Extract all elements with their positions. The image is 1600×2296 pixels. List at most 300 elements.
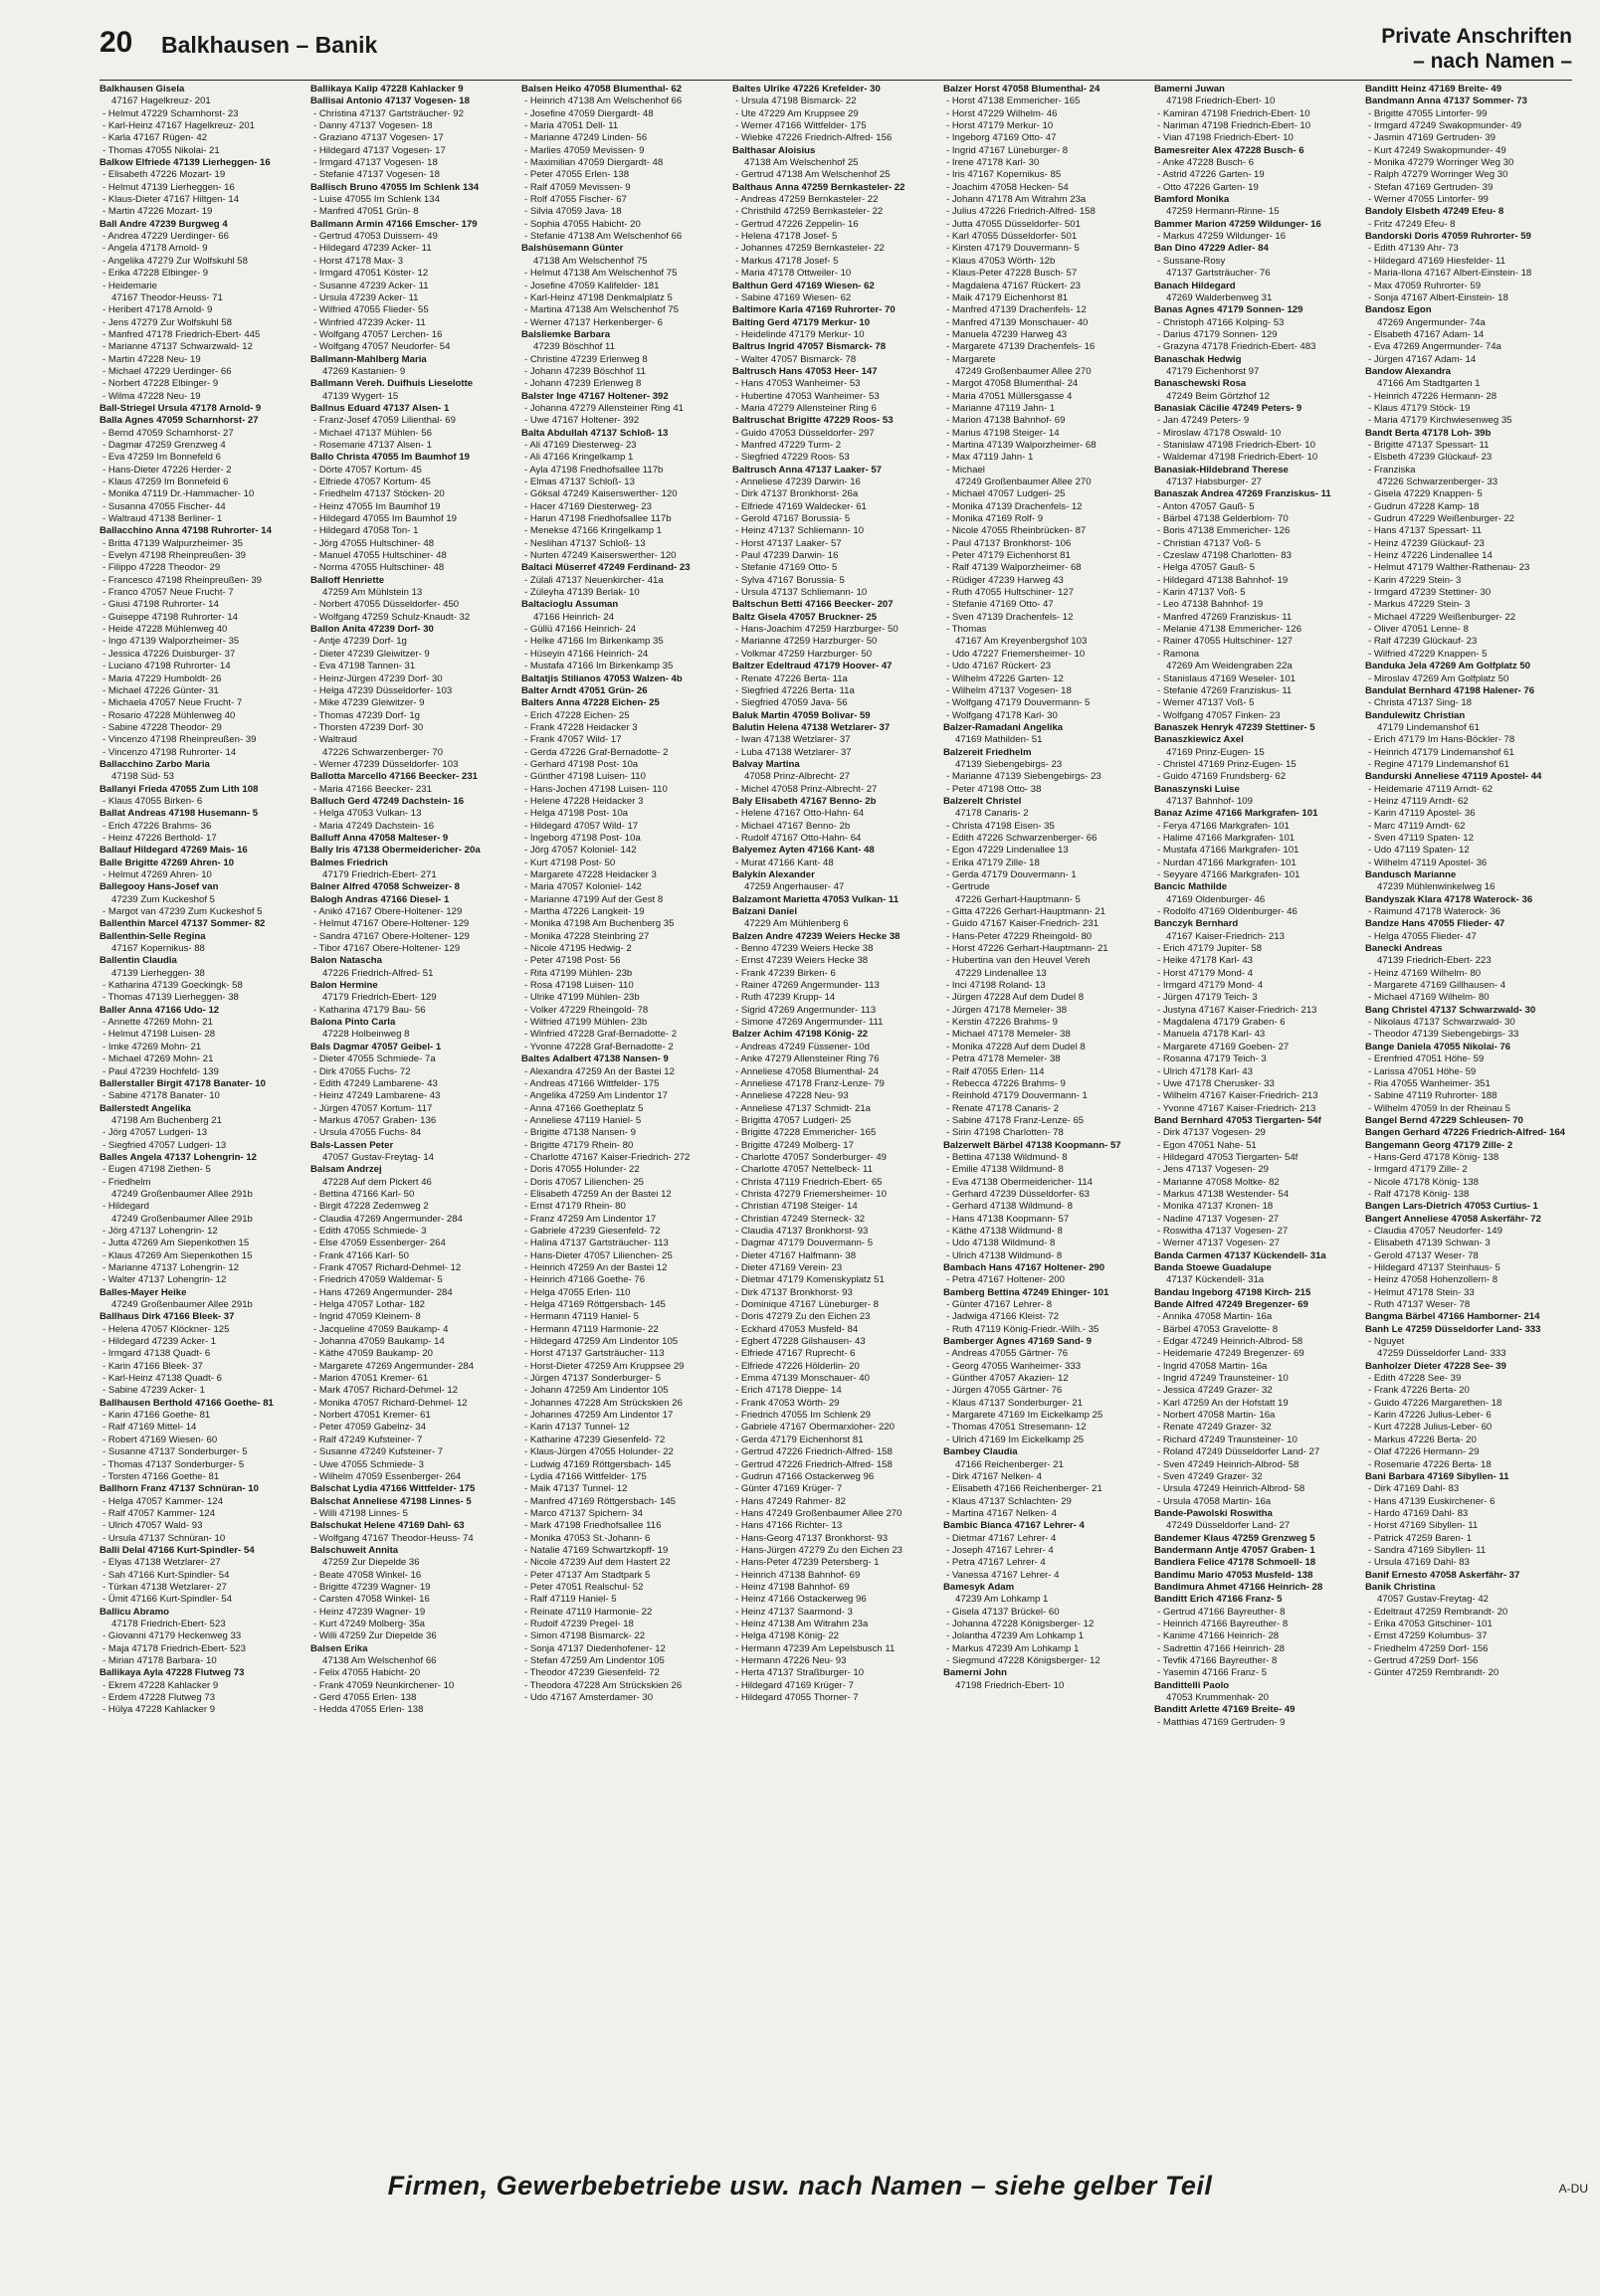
entry-line: - Ursula 47055 Fuchs- 84 — [313, 1127, 422, 1139]
entry-line: - Johann 47259 Am Lindentor 105 — [524, 1385, 669, 1397]
entry-line: - Ruth 47055 Hultschiner- 127 — [946, 587, 1074, 599]
entry-line: - Fritz 47249 Efeu- 8 — [1368, 218, 1456, 230]
entry-line: - Kurt 47228 Julius-Leber- 60 — [1368, 1422, 1493, 1434]
entry-line: - Jolantha 47239 Am Lohkamp 1 — [946, 1630, 1085, 1642]
entry-surname: Ballacchino Zarbo Maria — [100, 758, 210, 770]
entry-line: 47167 Am Kreyenbergshof 103 — [955, 636, 1088, 648]
entry-surname: Baltes Adalbert 47138 Nansen- 9 — [521, 1053, 669, 1065]
entry-line: - Christian 47249 Sterneck- 32 — [735, 1213, 866, 1225]
entry-line: - Dominique 47167 Lüneburger- 8 — [735, 1299, 879, 1311]
entry-surname: Baltaci Müserref 47249 Ferdinand- 23 — [521, 562, 691, 574]
entry-surname: Ballhaus Dirk 47166 Bleek- 37 — [100, 1311, 235, 1323]
entry-line: - Maria 47051 Dell- 11 — [524, 120, 619, 132]
entry-line: - Hans-Peter 47239 Petersberg- 1 — [735, 1557, 880, 1569]
entry-line: - Heinrich 47166 Bayreuther- 8 — [1157, 1618, 1289, 1629]
entry-line: - Siegfried 47226 Berta- 11a — [735, 684, 855, 696]
entry-line: - Karl 47055 Düsseldorfer- 501 — [946, 231, 1078, 243]
entry-line: - Ümit 47166 Kurt-Spindler- 54 — [102, 1594, 233, 1606]
entry-line: - Sabine 47228 Theodor- 29 — [102, 721, 222, 733]
entry-line: 47139 Wygert- 15 — [322, 390, 399, 402]
entry-surname: Bals-Lassen Peter — [310, 1139, 394, 1151]
entry-line: - Siegmund 47228 Königsberger- 12 — [946, 1655, 1100, 1666]
entry-line: - Helmut 47179 Walther-Rathenau- 23 — [1368, 562, 1530, 574]
entry-surname: Balli Delal 47166 Kurt-Spindler- 54 — [100, 1544, 255, 1556]
entry-line: - Helga 47198 Post- 10a — [524, 808, 628, 820]
entry-line: - Rita 47199 Mühlen- 23b — [524, 967, 633, 979]
entry-surname: Bandmann Anna 47137 Sommer- 73 — [1365, 96, 1527, 107]
entry-line: - Sven 47139 Drachenfels- 12 — [946, 611, 1074, 623]
entry-surname: Ballenthin-Selle Regina — [100, 930, 206, 942]
entry-line: - Anton 47057 Gauß- 5 — [1157, 500, 1255, 512]
entry-surname: Banczyk Bernhard — [1154, 918, 1239, 930]
entry-line: - Harun 47198 Friedhofsallee 117b — [524, 513, 672, 525]
entry-line: - Jan 47249 Peters- 9 — [1157, 415, 1250, 427]
entry-line: - Andreas 47249 Füssener- 10d — [735, 1041, 870, 1052]
entry-line: - Ursula 47137 Schliemann- 10 — [735, 587, 868, 599]
entry-line: - Gerda 47226 Graf-Bernadotte- 2 — [524, 746, 669, 758]
entry-surname: Balvay Martina — [732, 758, 800, 770]
entry-line: - Anna 47166 Goetheplatz 5 — [524, 1102, 644, 1114]
entry-surname: Bandusch Marianne — [1365, 869, 1457, 880]
entry-line: - Wilfried 47199 Mühlen- 23b — [524, 1017, 648, 1029]
entry-line: - Hildegard 47057 Wild- 17 — [524, 820, 639, 832]
entry-line: - Wolfgang 47178 Karl- 30 — [946, 709, 1058, 721]
entry-line: - Irmgard 47137 Vogesen- 18 — [313, 157, 438, 169]
entry-surname: Balkow Elfriede 47139 Lierheggen- 16 — [100, 157, 271, 169]
entry-line: - Eva 47269 Angermunder- 74a — [1368, 341, 1501, 353]
entry-line: - Andreas 47259 Bernkasteler- 22 — [735, 194, 879, 206]
entry-line: - Waldemar 47198 Friedrich-Ebert- 10 — [1157, 452, 1318, 464]
entry-line: - Udo 47227 Friemersheimer- 10 — [946, 648, 1086, 660]
entry-line: - Angelika 47279 Zur Wolfskuhl 58 — [102, 255, 248, 267]
entry-surname: Bambey Claudia — [943, 1446, 1018, 1458]
entry-line: - Marianne 47199 Auf der Gest 8 — [524, 893, 664, 905]
entry-line: - Stefanie 47269 Franziskus- 11 — [1157, 684, 1293, 696]
entry-surname: Bandyszak Klara 47178 Waterock- 36 — [1365, 893, 1533, 905]
entry-line: - Hans 47249 Großenbaumer Allee 270 — [735, 1507, 902, 1519]
entry-line: - Hedda 47055 Erlen- 138 — [313, 1704, 424, 1716]
entry-line: - Peter 47198 Post- 56 — [524, 955, 621, 967]
entry-line: - Petra 47167 Holtener- 200 — [946, 1274, 1065, 1286]
entry-surname: Ballanyi Frieda 47055 Zum Lith 108 — [100, 783, 259, 795]
entry-line: - Wolfgang 47057 Lerchen- 16 — [313, 328, 443, 340]
entry-line: - Charlotte 47057 Nettelbeck- 11 — [735, 1164, 873, 1176]
entry-line: 47249 Großenbaumer Allee 291b — [111, 1299, 253, 1311]
entry-line: - Ursula 47058 Martin- 16a — [1157, 1495, 1272, 1507]
entry-line: - Ludwig 47169 Röttgersbach- 145 — [524, 1458, 672, 1470]
entry-line: - Michael — [946, 464, 985, 476]
entry-line: - Marianne 47058 Moltke- 82 — [1157, 1176, 1280, 1188]
entry-line: - Christoph 47166 Kolping- 53 — [1157, 316, 1285, 328]
entry-line: - Mark 47057 Richard-Dehmel- 12 — [313, 1385, 459, 1397]
entry-line: - Erika 47053 Gitschiner- 101 — [1368, 1618, 1493, 1629]
entry-surname: Bangen Gerhard 47226 Friedrich-Alfred- 164 — [1365, 1127, 1566, 1139]
entry-line: - Peter 47179 Eichenhorst 81 — [946, 550, 1071, 562]
entry-line: - Herta 47137 Straßburger- 10 — [735, 1667, 865, 1679]
entry-line: - Türkan 47138 Wetzlarer- 27 — [102, 1581, 227, 1593]
entry-line: - Johannes 47259 Am Lindentor 17 — [524, 1410, 674, 1422]
entry-line: - Willi 47198 Linnes- 5 — [313, 1507, 408, 1519]
entry-line: - Christina 47137 Gartsträucher- 92 — [313, 107, 464, 119]
entry-line: - Elsabeth 47167 Adam- 14 — [1368, 328, 1485, 340]
entry-line: - Renate 47226 Berta- 11a — [735, 672, 848, 684]
entry-line: - Heinrich 47166 Goethe- 76 — [524, 1274, 646, 1286]
entry-line: - Roland 47249 Düsseldorfer Land- 27 — [1157, 1446, 1320, 1458]
entry-line: - Helmut 47167 Obere-Holtener- 129 — [313, 918, 470, 930]
entry-line: - Paul 47239 Darwin- 16 — [735, 550, 839, 562]
entry-line: - Monika 47119 Dr.-Hammacher- 10 — [102, 488, 255, 500]
entry-line: - Felix 47055 Habicht- 20 — [313, 1667, 421, 1679]
entry-line: - Maria 47229 Humboldt- 26 — [102, 672, 222, 684]
entry-line: - Karla 47167 Rügen- 42 — [102, 132, 208, 144]
entry-line: - Erich 47179 Im Hans-Böckler- 78 — [1368, 734, 1515, 746]
entry-line: - Günther 47057 Akazien- 12 — [946, 1373, 1069, 1385]
entry-line: - Helga 47239 Düsseldorfer- 103 — [313, 684, 453, 696]
entry-surname: Ban Dino 47229 Adler- 84 — [1154, 243, 1269, 255]
entry-surname: Banholzer Dieter 47228 See- 39 — [1365, 1360, 1506, 1372]
entry-line: - Heinz 47166 Ostackerweg 96 — [735, 1594, 867, 1606]
entry-line: - Johannes 47228 Am Strückskien 26 — [524, 1397, 683, 1409]
entry-line: - Werner 47137 Voß- 5 — [1157, 697, 1255, 709]
entry-surname: Balzamont Marietta 47053 Vulkan- 11 — [732, 893, 900, 905]
entry-line: - Peter 47055 Erlen- 138 — [524, 169, 630, 181]
entry-line: - Luise 47055 Im Schlenk 134 — [313, 194, 440, 206]
entry-line: - Guido 47167 Kaiser-Friedrich- 231 — [946, 918, 1100, 930]
entry-line: - Dagmar 47259 Grenzweg 4 — [102, 439, 226, 451]
entry-surname: Balutin Helena 47138 Wetzlarer- 37 — [732, 721, 891, 733]
entry-line: - Anneliese 47119 Haniel- 5 — [524, 1114, 642, 1126]
entry-line: - Hildegard 47239 Acker- 11 — [313, 243, 432, 255]
entry-line: - Heinz 47119 Arndt- 62 — [1368, 795, 1469, 807]
entry-line: - Georg 47055 Wanheimer- 333 — [946, 1360, 1082, 1372]
entry-line: - Frank 47228 Heidacker 3 — [524, 721, 638, 733]
entry-line: - Heinz 47055 Im Baumhof 19 — [313, 500, 441, 512]
entry-line: 47259 Angerhauser- 47 — [744, 881, 845, 893]
entry-surname: Balzereit Friedhelm — [943, 746, 1032, 758]
entry-line: - Yvonne 47167 Kaiser-Friedrich- 213 — [1157, 1102, 1316, 1114]
entry-line: - Karin 47166 Bleek- 37 — [102, 1360, 203, 1372]
entry-line: - Stefanie 47169 Otto- 47 — [946, 599, 1054, 611]
listing-column-3 — [521, 84, 728, 2159]
entry-surname: Banaszkiewicz Axel — [1154, 734, 1244, 746]
entry-line: - Marianne 47249 Linden- 56 — [524, 132, 648, 144]
entry-line: - Marius 47198 Steiger- 14 — [946, 427, 1060, 439]
entry-line: - Jürgen 47137 Sonderburger- 5 — [524, 1373, 662, 1385]
entry-line: - Franco 47057 Neue Frucht- 7 — [102, 587, 234, 599]
entry-line: - Margarete 47139 Drachenfels- 16 — [946, 341, 1096, 353]
entry-surname: Balzer Horst 47058 Blumenthal- 24 — [943, 84, 1100, 95]
entry-surname: Bamberg Bettina 47249 Ehinger- 101 — [943, 1286, 1109, 1298]
entry-line: - Peter 47051 Realschul- 52 — [524, 1581, 644, 1593]
entry-line: - Nurten 47249 Kaiserswerther- 120 — [524, 550, 677, 562]
header-rule — [100, 80, 1572, 81]
entry-line: - Elmas 47137 Schloß- 13 — [524, 477, 635, 487]
entry-line: - Ingrid 47059 Kleinem- 8 — [313, 1311, 421, 1323]
entry-line: - Ralf 47055 Erlen- 114 — [946, 1065, 1045, 1077]
entry-line: - Wilhelm 47059 In der Rheinau 5 — [1368, 1102, 1510, 1114]
entry-line: - Frank 47059 Neunkirchener- 10 — [313, 1679, 455, 1691]
entry-line: - Marianne 47119 Jahn- 1 — [946, 402, 1056, 414]
entry-surname: Balmes Friedrich — [310, 857, 388, 868]
entry-line: - Erich 47226 Brahms- 36 — [102, 820, 212, 832]
entry-line: 47179 Friedrich-Ebert- 271 — [322, 869, 437, 880]
entry-line: 47249 Großenbaumer Allee 270 — [955, 477, 1092, 487]
entry-line: - Manfred 47139 Drachenfels- 12 — [946, 304, 1087, 316]
entry-line: - Birgit 47228 Zedernweg 2 — [313, 1201, 429, 1213]
entry-line: - Mark 47198 Friedhofsallee 116 — [524, 1520, 662, 1532]
entry-line: - Martha 47226 Langkeit- 19 — [524, 906, 645, 918]
entry-line: - Jürgen 47179 Teich- 3 — [1157, 992, 1258, 1004]
entry-line: - Annika 47058 Martin- 16a — [1157, 1311, 1273, 1323]
entry-surname: Banecki Andreas — [1365, 943, 1443, 955]
entry-line: - Maria 47179 Kirchwiesenweg 35 — [1368, 415, 1512, 427]
entry-surname: Band Bernhard 47053 Tiergarten- 54f — [1154, 1114, 1321, 1126]
entry-line: - Christa 47137 Sing- 18 — [1368, 697, 1472, 709]
entry-line: - Giovanni 47179 Heckenweg 33 — [102, 1630, 242, 1642]
entry-line: - Ursula 47198 Bismarck- 22 — [735, 96, 857, 107]
entry-line: - Doris 47055 Holunder- 22 — [524, 1164, 640, 1176]
entry-surname: Ball Andre 47239 Burgweg 4 — [100, 218, 228, 230]
entry-line: - Rosa 47198 Luisen- 110 — [524, 980, 634, 992]
entry-line: - Frank 47166 Karl- 50 — [313, 1249, 409, 1261]
entry-surname: Banditt Heinz 47169 Breite- 49 — [1365, 84, 1502, 95]
entry-line: - Ulrich 47138 Wildmund- 8 — [946, 1249, 1063, 1261]
entry-line: - Peter 47198 Otto- 38 — [946, 783, 1042, 795]
entry-surname: Baluk Martin 47059 Bolivar- 59 — [732, 709, 871, 721]
entry-line: - Edgar 47249 Heinrich-Albrod- 58 — [1157, 1336, 1303, 1348]
entry-line: - Helga 47055 Flieder- 47 — [1368, 930, 1477, 942]
entry-line: - Kurt 47249 Molberg- 35a — [313, 1618, 425, 1629]
entry-line: - Ursula 47239 Acker- 11 — [313, 291, 419, 303]
entry-line: - Göksal 47249 Kaiserswerther- 120 — [524, 488, 678, 500]
entry-line: - Helmut 47138 Am Welschenhof 75 — [524, 268, 678, 280]
entry-line: - Jürgen 47178 Memeler- 38 — [946, 1004, 1068, 1016]
entry-surname: Ballauf Hildegard 47269 Mais- 16 — [100, 845, 248, 857]
entry-surname: Bange Daniela 47055 Nikolai- 76 — [1365, 1041, 1511, 1052]
entry-line: - Gertrud 47259 Dorf- 156 — [1368, 1655, 1479, 1666]
entry-line: - Doris 47057 Lilienchen- 25 — [524, 1176, 644, 1188]
entry-surname: Bamerni John — [943, 1667, 1007, 1679]
entry-line: - Ingrid 47167 Lüneburger- 8 — [946, 144, 1069, 156]
entry-line: - Kamiran 47198 Friedrich-Ebert- 10 — [1157, 107, 1310, 119]
entry-line: - Dirk 47137 Vogesen- 29 — [1157, 1127, 1266, 1139]
entry-line: - Gerda 47179 Douvermann- 1 — [946, 869, 1077, 880]
entry-line: - Friedhelm 47137 Stöcken- 20 — [313, 488, 445, 500]
entry-line: - Mustafa 47166 Im Birkenkamp 35 — [524, 661, 674, 672]
entry-line: - Karl-Heinz 47167 Hagelkreuz- 201 — [102, 120, 256, 132]
entry-line: - Darius 47179 Sonnen- 129 — [1157, 328, 1278, 340]
entry-line: - Paul 47137 Bronkhorst- 106 — [946, 537, 1072, 549]
entry-line: - Wilhelm 47137 Vogesen- 18 — [946, 684, 1072, 696]
entry-line: - Kurt 47249 Swakopmunder- 49 — [1368, 144, 1506, 156]
entry-line: - Heinz 47138 Am Witrahm 23a — [735, 1618, 869, 1629]
entry-line: - Gisela 47229 Knappen- 5 — [1368, 488, 1483, 500]
entry-line: - Gabriele 47167 Obermarxloher- 220 — [735, 1422, 895, 1434]
entry-line: - Boris 47138 Emmericher- 126 — [1157, 525, 1291, 537]
entry-line: - Rainer 47055 Hultschiner- 127 — [1157, 636, 1293, 648]
entry-line: - Wilhelm 47226 Garten- 12 — [946, 672, 1064, 684]
entry-line: - Jessica 47226 Duisburger- 37 — [102, 648, 236, 660]
entry-line: - Markus 47239 Am Lohkamp 1 — [946, 1642, 1080, 1654]
entry-line: - Irmgard 47249 Swakopmunder- 49 — [1368, 120, 1522, 132]
entry-surname: Baltzer Edeltraud 47179 Hoover- 47 — [732, 661, 893, 672]
entry-line: - Julius 47226 Friedrich-Alfred- 158 — [946, 206, 1096, 218]
entry-line: - Egbert 47228 Gilshausen- 43 — [735, 1336, 866, 1348]
entry-surname: Bang Christel 47137 Schwarzwald- 30 — [1365, 1004, 1536, 1016]
entry-line: - Heidemarie 47119 Arndt- 62 — [1368, 783, 1494, 795]
entry-line: - Heide 47228 Mühlenweg 40 — [102, 624, 228, 636]
entry-surname: Baltimore Karla 47169 Ruhrorter- 70 — [732, 304, 896, 316]
entry-line: - Udo 47167 Amsterdamer- 30 — [524, 1692, 654, 1704]
entry-line: 47179 Friedrich-Ebert- 129 — [322, 992, 437, 1004]
entry-line: - Wilma 47228 Neu- 19 — [102, 390, 201, 402]
entry-surname: Banh Le 47259 Düsseldorfer Land- 333 — [1365, 1323, 1541, 1335]
entry-line: - Elfriede 47226 Hölderlin- 20 — [735, 1360, 860, 1372]
entry-line: - Walter 47137 Lohengrin- 12 — [102, 1274, 227, 1286]
entry-line: - Heinrich 47259 An der Bastei 12 — [524, 1262, 668, 1273]
entry-line: - Volker 47229 Rheingold- 78 — [524, 1004, 649, 1016]
entry-line: - Vincenzo 47198 Ruhrorter- 14 — [102, 746, 237, 758]
entry-line: 47057 Gustav-Freytag- 14 — [322, 1151, 434, 1163]
entry-surname: Ballentin Claudia — [100, 955, 177, 967]
entry-line: - Justyna 47167 Kaiser-Friedrich- 213 — [1157, 1004, 1317, 1016]
entry-line: - Claudia 47057 Neudorfer- 149 — [1368, 1225, 1502, 1237]
entry-line: - Iris 47167 Kopernikus- 85 — [946, 169, 1062, 181]
entry-line: - Margarete 47169 Gillhausen- 4 — [1368, 980, 1506, 992]
entry-line: 47229 Lindenallee 13 — [955, 967, 1047, 979]
entry-line: - Ruth 47239 Krupp- 14 — [735, 992, 836, 1004]
entry-line: - Renate 47249 Grazer- 32 — [1157, 1422, 1272, 1434]
entry-line: 47179 Eichenhorst 97 — [1166, 365, 1260, 377]
entry-line: - Benno 47239 Weiers Hecke 38 — [735, 943, 874, 955]
entry-line: - Jürgen 47055 Gärtner- 76 — [946, 1385, 1063, 1397]
entry-line: 47167 Kaiser-Friedrich- 213 — [1166, 930, 1285, 942]
entry-line: - Bärbel 47053 Gravelotte- 8 — [1157, 1323, 1279, 1335]
entry-line: - Jürgen 47057 Kortum- 117 — [313, 1102, 433, 1114]
entry-line: - Peter 47137 Am Stadtpark 5 — [524, 1569, 651, 1581]
entry-line: - Emilie 47138 Wildmund- 8 — [946, 1164, 1064, 1176]
entry-line: - Maria 47178 Ottweiler- 10 — [735, 268, 852, 280]
entry-line: - Tibor 47167 Obere-Holtener- 129 — [313, 943, 461, 955]
entry-surname: Bani Barbara 47169 Sibyllen- 11 — [1365, 1470, 1509, 1482]
entry-line: - Andreas 47055 Gärtner- 76 — [946, 1348, 1069, 1360]
entry-line: 47198 Am Buchenberg 21 — [111, 1114, 222, 1126]
entry-line: - Christhild 47259 Bernkasteler- 22 — [735, 206, 884, 218]
entry-surname: Ballotta Marcello 47166 Beecker- 231 — [310, 771, 478, 783]
entry-line: - Martin 47228 Neu- 19 — [102, 353, 201, 365]
entry-surname: Bandimu Mario 47053 Musfeld- 138 — [1154, 1569, 1313, 1581]
entry-line: - Helke 47166 Im Birkenkamp 35 — [524, 636, 664, 648]
entry-line: - Erich 47179 Jupiter- 58 — [1157, 943, 1263, 955]
entry-surname: Bandittelli Paolo — [1154, 1679, 1230, 1691]
entry-line: - Jörg 47055 Hultschiner- 48 — [313, 537, 435, 549]
entry-line: - Guido 47169 Frundsberg- 62 — [1157, 771, 1287, 783]
entry-line: - Christa 47279 Friemersheimer- 10 — [735, 1188, 887, 1200]
entry-line: - Maximilian 47059 Diergardt- 48 — [524, 157, 664, 169]
section-title — [1381, 24, 1572, 74]
entry-line: 47226 Friedrich-Alfred- 51 — [322, 967, 434, 979]
entry-surname: Baller Anna 47166 Udo- 12 — [100, 1004, 220, 1016]
entry-line: - Andreas 47166 Wittfelder- 175 — [524, 1077, 660, 1089]
entry-line: - Monika 47053 St.-Johann- 6 — [524, 1532, 651, 1544]
entry-line: - Natalie 47169 Schwartzkopff- 19 — [524, 1544, 669, 1556]
entry-line: - Edith 47139 Ahr- 73 — [1368, 243, 1459, 255]
entry-line: - Wolfgang 47179 Douvermann- 5 — [946, 697, 1091, 709]
entry-line: - Martina 47167 Nelken- 4 — [946, 1507, 1057, 1519]
entry-line: - Neslihan 47137 Schloß- 13 — [524, 537, 646, 549]
entry-surname: Baltacioglu Assuman — [521, 599, 619, 611]
entry-line: 47198 Friedrich-Ebert- 10 — [955, 1679, 1065, 1691]
entry-surname: Bancic Mathilde — [1154, 881, 1228, 893]
entry-line: - Hermann 47119 Haniel- 5 — [524, 1311, 640, 1323]
entry-line: - Heinz 47239 Wagner- 19 — [313, 1606, 426, 1618]
entry-line: 47167 Theodor-Heuss- 71 — [111, 291, 223, 303]
entry-line: - Ursula 47137 Schnüran- 10 — [102, 1532, 226, 1544]
entry-line: - Jutta 47055 Düsseldorfer- 501 — [946, 218, 1081, 230]
entry-line: - Stanislaw 47198 Friedrich-Ebert- 10 — [1157, 439, 1315, 451]
entry-line: - Thomas 47239 Dorf- 1g — [313, 709, 421, 721]
entry-line: 47239 Am Lohkamp 1 — [955, 1594, 1049, 1606]
entry-line: - Gudrun 47229 Weißenburger- 22 — [1368, 513, 1515, 525]
entry-surname: Bandemer Klaus 47259 Grenzweg 5 — [1154, 1532, 1315, 1544]
entry-line: - Ernst 47239 Weiers Hecke 38 — [735, 955, 869, 967]
entry-line: - Christian 47137 Voß- 5 — [1157, 537, 1261, 549]
entry-line: - Jörg 47137 Lohengrin- 12 — [102, 1225, 218, 1237]
entry-line: - Claudia 47137 Bronkhorst- 93 — [735, 1225, 869, 1237]
entry-line: - Frank 47057 Richard-Dehmel- 12 — [313, 1262, 462, 1273]
entry-line: 47058 Prinz-Albrecht- 27 — [744, 771, 851, 783]
entry-line: - Sandra 47167 Obere-Holtener- 129 — [313, 930, 470, 942]
entry-line: - Sussane-Rosy — [1157, 255, 1226, 267]
entry-line: - Olaf 47226 Hermann- 29 — [1368, 1446, 1480, 1458]
entry-line: - Günter 47167 Lehrer- 8 — [946, 1299, 1053, 1311]
entry-line: - Wilfried 47055 Flieder- 55 — [313, 304, 429, 316]
entry-line: - Udo 47167 Rückert- 23 — [946, 661, 1052, 672]
entry-line: - Thomas 47137 Sonderburger- 5 — [102, 1458, 245, 1470]
entry-surname: Balner Alfred 47058 Schweizer- 8 — [310, 881, 461, 893]
entry-line: - Dirk 47169 Dahl- 83 — [1368, 1483, 1460, 1495]
entry-line: - Sven 47249 Grazer- 32 — [1157, 1470, 1263, 1482]
entry-line: - Andrea 47229 Uerdinger- 66 — [102, 231, 229, 243]
entry-line: - Friedrich 47055 Im Schlenk 29 — [735, 1410, 871, 1422]
entry-line: - Hildegard — [102, 1201, 149, 1213]
entry-line: - Erich 47228 Eichen- 25 — [524, 709, 630, 721]
entry-line: - Filippo 47228 Theodor- 29 — [102, 562, 221, 574]
entry-line: 47137 Habsburger- 27 — [1166, 477, 1263, 487]
entry-line: - Horst 47138 Emmericher- 165 — [946, 96, 1081, 107]
entry-line: - Angelika 47259 Am Lindentor 17 — [524, 1090, 669, 1102]
entry-line: - Ralf 47119 Haniel- 5 — [524, 1594, 617, 1606]
entry-line: 47259 Düsseldorfer Land- 333 — [1377, 1348, 1506, 1360]
entry-line: - Jürgen 47228 Auf dem Dudel 8 — [946, 992, 1085, 1004]
entry-line: - Nikolaus 47137 Schwarzwald- 30 — [1368, 1017, 1515, 1029]
entry-line: - Hans 47249 Rahmer- 82 — [735, 1495, 846, 1507]
entry-line: - Gudrun 47228 Kamp- 18 — [1368, 500, 1480, 512]
entry-line: - Anke 47279 Allensteiner Ring 76 — [735, 1053, 880, 1065]
entry-surname: Banduka Jela 47269 Am Golfplatz 50 — [1365, 661, 1531, 672]
entry-line: - Michael 47178 Memeler- 38 — [946, 1029, 1071, 1041]
entry-line: - Brigitte 47228 Emmericher- 165 — [735, 1127, 877, 1139]
entry-line: - Hermann 47226 Neu- 93 — [735, 1655, 847, 1666]
entry-surname: Ballo Christa 47055 Im Baumhof 19 — [310, 452, 470, 464]
entry-line: - Richard 47249 Traunsteiner- 10 — [1157, 1434, 1298, 1445]
entry-surname: Bandau Ingeborg 47198 Kirch- 215 — [1154, 1286, 1311, 1298]
entry-surname: Ballmann Armin 47166 Emscher- 179 — [310, 218, 478, 230]
entry-line: - Uwe 47055 Schmiede- 3 — [313, 1458, 424, 1470]
entry-line: - Karl 47259 An der Hofstatt 19 — [1157, 1397, 1289, 1409]
entry-line: - Günter 47169 Krüger- 7 — [735, 1483, 843, 1495]
entry-surname: Balshüsemann Günter — [521, 243, 624, 255]
